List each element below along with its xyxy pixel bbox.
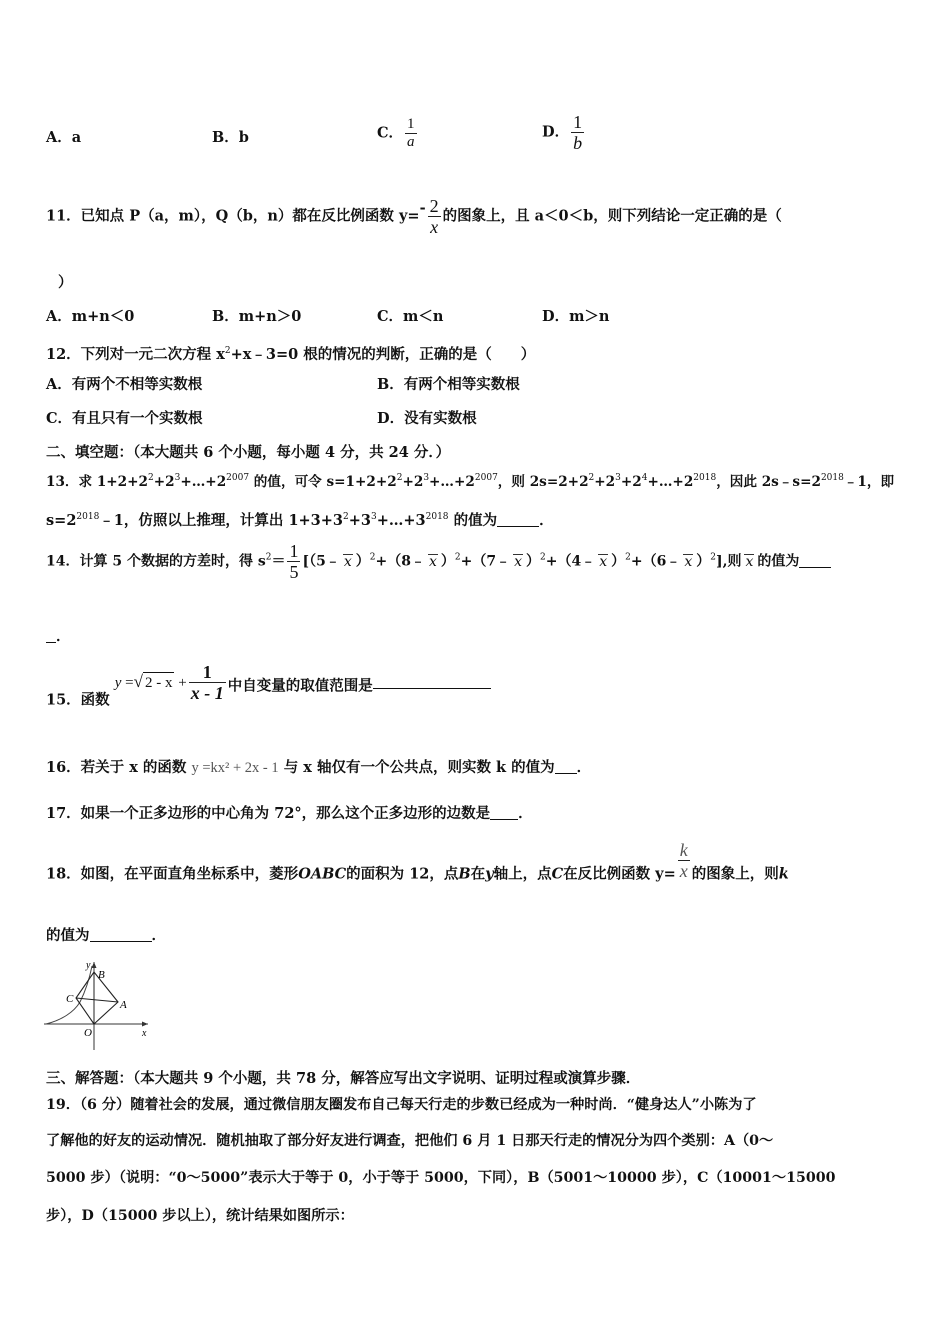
q17-stem: 17．如果一个正多边形的中心角为 72°，那么这个正多边形的边数是 ． bbox=[46, 805, 533, 822]
q10-option-a: A．a bbox=[46, 129, 82, 146]
q18-answer-blank[interactable] bbox=[90, 929, 152, 942]
q11-option-d: D．m＞n bbox=[542, 308, 610, 325]
q12-option-d: D．没有实数根 bbox=[377, 410, 477, 427]
x-axis-arrow-icon bbox=[142, 1022, 148, 1027]
q15-stem: 15．函数 y =√ 2 - x + $\frac{1}{x - 1}$ 中自变量的取值范围是 bbox=[46, 662, 491, 711]
q10-option-c-fraction: $\frac{1}{a}$ bbox=[407, 116, 415, 150]
q17-answer-blank[interactable] bbox=[490, 807, 518, 820]
q10-option-b: B．b bbox=[212, 129, 249, 146]
q12-option-a: A．有两个不相等实数根 bbox=[46, 376, 203, 393]
q16-answer-blank[interactable] bbox=[555, 761, 577, 774]
q14-line2: ． bbox=[46, 627, 71, 647]
label-origin-o: O bbox=[84, 1027, 92, 1039]
q16-stem: 16．若关于 x 的函数 y =kx² + 2x - 1 与 x 轴仅有一个公共点，则实数 k 的值为 ． bbox=[46, 759, 592, 776]
q10-option-d: D． $\frac{1}{b}$ bbox=[542, 112, 583, 153]
q13-line2: $s=2^{2018}﹣1$，仿照以上推理，计算出 $1+3+3^2+3^3+\dots+3^{2018}$ 的值为 ． bbox=[46, 512, 554, 529]
q15-fraction: $\frac{1}{x - 1}$ bbox=[190, 662, 224, 703]
q13-line1: 13．求 $1+2+2^2+2^3+\dots+2^{2007}$ 的值，可令 $s=1+2+2^2+2^3+\dots+2^{2007}$，则 $2s=2+2^2+2^3+2^4+\dots+2^{2018}$，因此 $2s﹣s=2^{2018}﹣1$，即 bbox=[46, 473, 895, 490]
q13-answer-blank[interactable] bbox=[497, 514, 539, 527]
q19-line3: 5000 步）（说明：“0～5000”表示大于等于 0，小于等于 5000，下同），B（5001～10000 步），C（10001～15000 bbox=[46, 1170, 836, 1186]
diagonal-ca bbox=[76, 998, 118, 1002]
section2-heading: 二、填空题：（本大题共 6 个小题，每小题 4 分，共 24 分．） bbox=[46, 444, 451, 461]
q10-option-d-fraction: $\frac{1}{b}$ bbox=[573, 112, 583, 153]
label-point-c: C bbox=[66, 993, 74, 1005]
q19-line4: 步），D（15000 步以上），统计结果如图所示： bbox=[46, 1208, 354, 1224]
label-x-axis: x bbox=[142, 1028, 147, 1039]
q14-answer-blank-a[interactable] bbox=[799, 555, 831, 568]
q18-stem: 18．如图，在平面直角坐标系中，菱形OABC的面积为 12，点B在y轴上，点C在反比例函数 y= $\frac{k}{x}$ 的图象上，则k bbox=[46, 840, 789, 883]
q14-stem: 14．计算 5 个数据的方差时，得 $s^2=$ $\frac{1}{5}$ [（5﹣ x ）$^2$+（8﹣ x ）$^2$+（7﹣ x ）$^2$+（4﹣ x ）$^2$+（6﹣ x ）$^2$],则 x 的值为 bbox=[46, 541, 831, 582]
q18-line2: 的值为 ． bbox=[46, 927, 166, 944]
q11-stem: 11．已知点 P（a，m），Q（b，n）都在反比例函数 y=- $\frac{2}{x}$ 的图象上，且 a＜0＜b，则下列结论一定正确的是（ bbox=[46, 196, 782, 237]
q15-answer-blank[interactable] bbox=[373, 676, 491, 689]
q19-line2: 了解他的好友的运动情况．随机抽取了部分好友进行调查，把他们 6 月 1 日那天行走的情况分为四个类别：A（0～ bbox=[46, 1133, 774, 1149]
q12-stem: 12．下列对一元二次方程 $x^2+x﹣3=0$ 根的情况的判断，正确的是（ ） bbox=[46, 346, 536, 363]
q11-option-c: C．m＜n bbox=[377, 308, 444, 325]
section3-heading: 三、解答题：（本大题共 9 个小题，共 78 分，解答应写出文字说明、证明过程或演算步骤． bbox=[46, 1070, 641, 1087]
q10-option-c: C． $\frac{1}{a}$ bbox=[377, 116, 415, 150]
q18-rhombus-figure bbox=[40, 958, 155, 1050]
q18-fraction: $\frac{k}{x}$ bbox=[679, 840, 688, 881]
q19-line1: 19．（6 分）随着社会的发展，通过微信朋友圈发布自己每天行走的步数已经成为一种时尚．“健身达人”小陈为了 bbox=[46, 1097, 757, 1113]
q11-close-paren: ） bbox=[58, 274, 73, 291]
label-y-axis: y bbox=[86, 960, 91, 971]
q11-option-a: A．m+n＜0 bbox=[46, 308, 135, 325]
q12-option-c: C．有且只有一个实数根 bbox=[46, 410, 203, 427]
q11-option-b: B．m+n＞0 bbox=[212, 308, 302, 325]
q11-fraction: $\frac{2}{x}$ bbox=[429, 196, 439, 237]
q12-option-b: B．有两个相等实数根 bbox=[377, 376, 520, 393]
label-point-a: A bbox=[120, 999, 127, 1011]
q14-answer-blank-b[interactable] bbox=[46, 630, 56, 643]
q14-fraction: $\frac{1}{5}$ bbox=[289, 541, 299, 582]
label-point-b: B bbox=[98, 969, 105, 981]
